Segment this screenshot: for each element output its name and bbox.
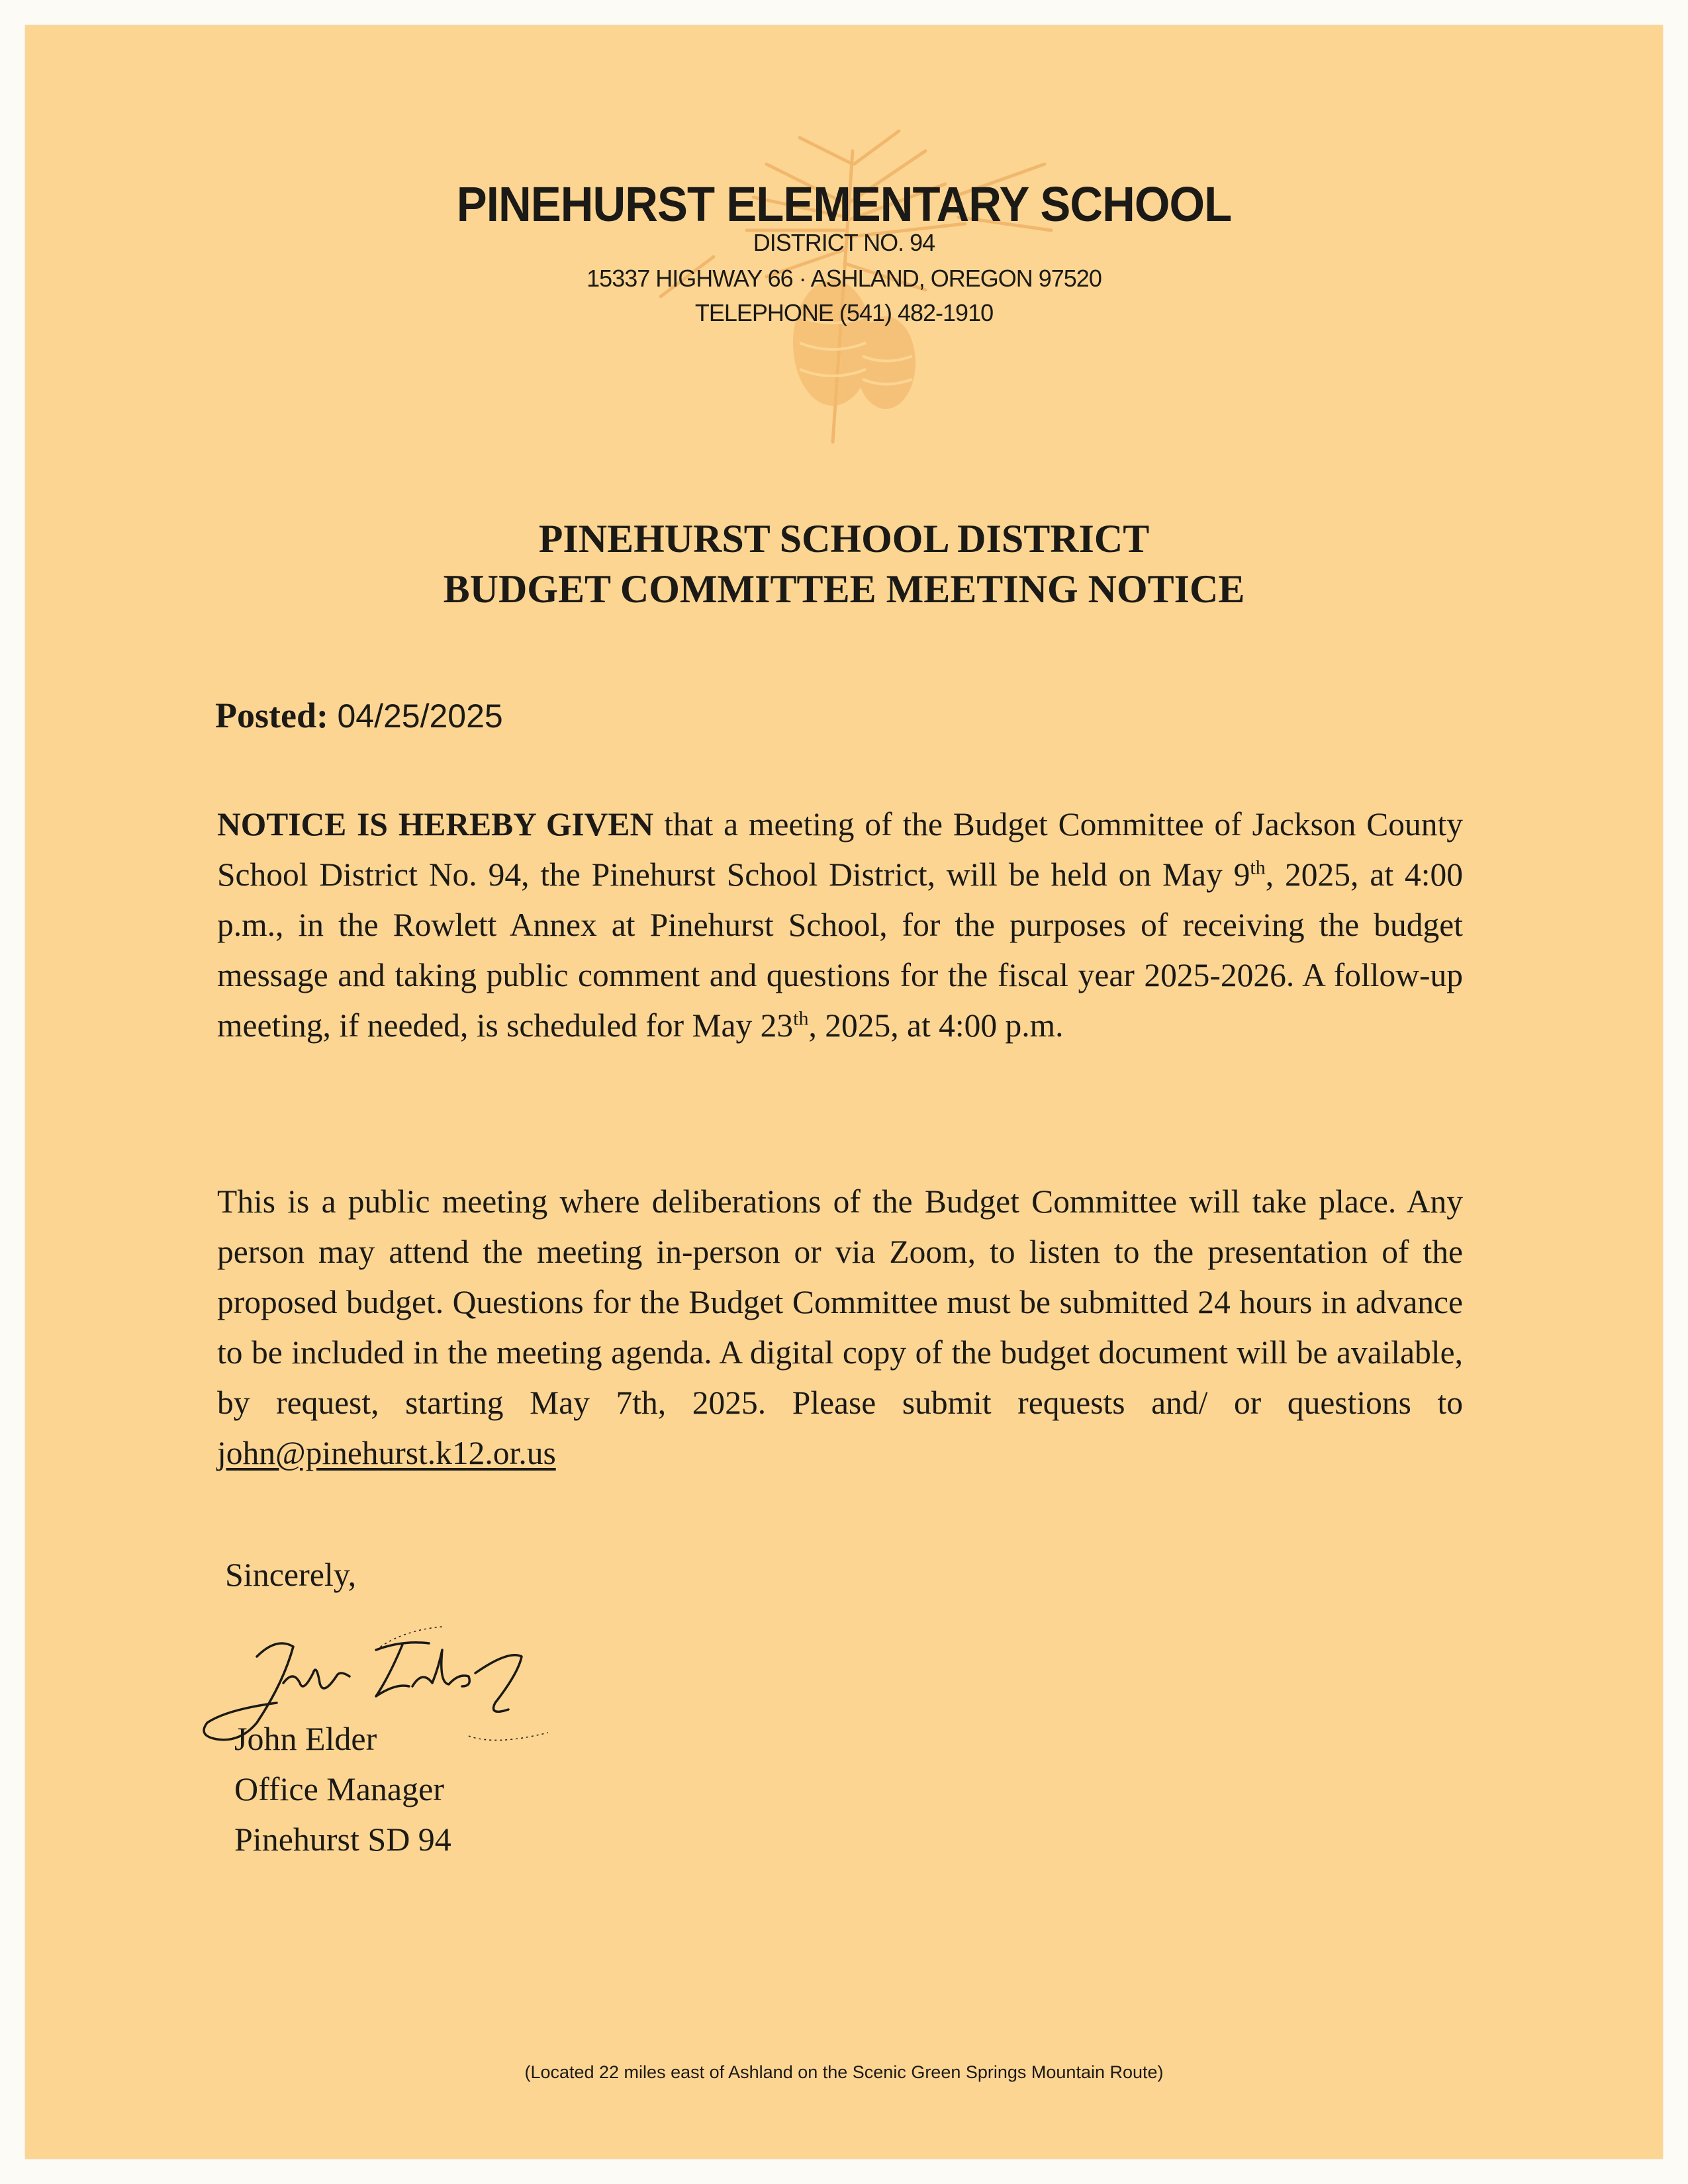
location-footer: (Located 22 miles east of Ashland on the Scenic Green Springs Mountain Route) [524,2062,1164,2082]
district-number: DISTRICT NO. 94 [753,229,935,256]
notice-title-line-2: BUDGET COMMITTEE MEETING NOTICE [443,567,1245,611]
details-paragraph [217,1177,1463,1479]
notice-sup-b: th [793,1007,809,1030]
signer-title: Office Manager [234,1770,444,1807]
school-telephone: TELEPHONE (541) 482-1910 [694,299,994,326]
notice-title-line-1: PINEHURST SCHOOL DISTRICT [538,517,1150,561]
posted-label: Posted: [215,696,328,735]
notice-paragraph [217,799,1463,1051]
signer-name: John Elder [234,1720,377,1757]
notice-lead: NOTICE IS HEREBY GIVEN [217,806,654,842]
posted-date: 04/25/2025 [337,698,503,735]
details-text: This is a public meeting where deliberations of the Budget Committee will take place. Any person may attend the meeting in-person or via Zoom, to listen to the presentation of the proposed budget. Questions for the Budget Committee must be submitted 24 hours in advance to be included in the meeting agenda. A digital copy of the budget document will be available, by request, starting May 7th, 2025. Please submit requests and/ or questions to [217,1183,1463,1421]
notice-text-b: , 2025, at 4:00 p.m., in the Rowlett Annex at Pinehurst School, for the purposes of receiving the budget message and taking public comment and questions for the fiscal year 2025-2026. A follow-up meeting, if needed, is scheduled for May 23 [217,856,1463,1044]
letter-page [25,25,1663,2159]
signer-organization: Pinehurst SD 94 [234,1821,451,1858]
notice-sup-a: th [1250,856,1266,879]
school-address: 15337 HIGHWAY 66 · ASHLAND, OREGON 97520 [586,265,1102,292]
school-name: PINEHURST ELEMENTARY SCHOOL [456,177,1232,232]
notice-text-c: , 2025, at 4:00 p.m. [808,1007,1064,1044]
salutation: Sincerely, [225,1556,357,1593]
contact-email-link[interactable]: john@pinehurst.k12.or.us [217,1435,556,1471]
notice-text-a: that a meeting of the Budget Committee of Jackson County School District No. 94, the Pinehurst School District, will be held on May 9 [217,806,1463,893]
posted-date-line [215,695,503,736]
